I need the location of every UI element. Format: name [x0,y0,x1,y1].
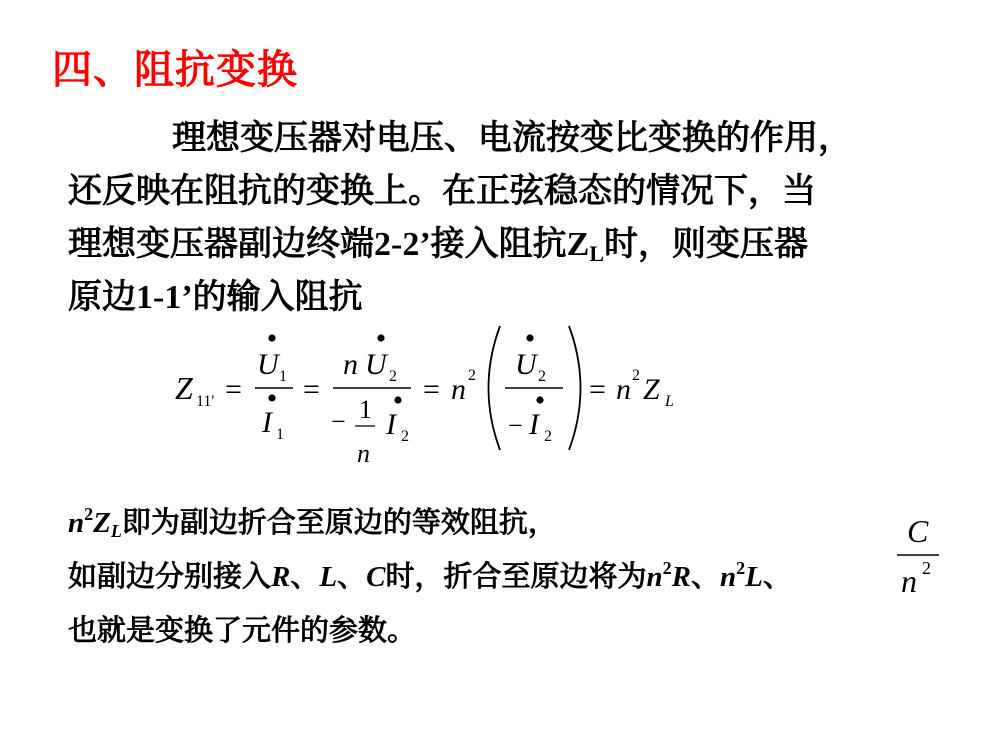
formula-n: n [343,348,358,381]
exponent: 2 [662,558,672,578]
note-n: n [68,507,85,539]
formula-n: n [357,439,370,468]
formula-subscript: 2 [538,368,546,385]
note-line-1 [68,500,557,542]
para-line-2: 还反映在阻抗的变换上。在正弦稳态的情况下，当 [68,171,816,211]
formula-z-subscript: 11' [196,393,215,410]
fraction-denominator: n [901,563,917,599]
left-paren [489,326,501,450]
formula-subscript: 2 [389,368,397,385]
formula-u: U [365,348,387,381]
formula-subscript: 1 [279,368,287,385]
phasor-dot [394,396,401,403]
note-text: 如副边分别接入 [68,559,272,593]
phasor-dot [268,334,275,341]
formula-i: I [262,406,272,439]
formula-equals: = [303,373,320,406]
fraction-exponent: 2 [922,558,931,578]
phasor-dot [377,334,384,341]
note-text: 时，折合至原边将为 [385,559,647,593]
formula-subscript: 1 [276,426,284,443]
symbol-l: L [319,561,338,593]
load-impedance-subscript: L [589,241,605,266]
para-line-4 [68,271,948,324]
exponent: 2 [736,558,746,578]
phasor-dot [536,396,543,403]
note-exponent: 2 [84,504,94,524]
load-impedance-symbol: Z [566,226,590,263]
phasor-dot [268,394,275,401]
intro-paragraph [68,112,948,324]
separator: 、 [337,559,367,593]
formula-z: Z [643,373,660,406]
separator: 、 [290,559,320,593]
para-text: 理想变压器副边终端 [68,224,374,264]
section-title: 四、阻抗变换 [52,47,298,93]
capacitance-fraction [895,508,955,600]
symbol-n: n [646,561,663,593]
fraction-numerator: C [907,513,929,549]
para-text: 原边 [68,277,136,317]
para-text: 的输入阻抗 [192,277,363,317]
formula-u: U [257,348,279,381]
formula-equals: = [423,373,440,406]
formula-z: Z [175,370,193,406]
note-z: Z [93,507,111,539]
para-text: 时，则变压器 [604,224,809,264]
para-line-1: 理想变压器对电压、电流按变比变换的作用， [172,118,852,158]
phasor-dot [526,334,533,341]
separator: 、 [762,559,792,593]
symbol-r: R [271,561,291,593]
formula-exponent: 2 [468,367,476,384]
formula-n: n [616,373,631,406]
formula-n: n [451,373,466,406]
right-paren [569,326,581,450]
impedance-transform-formula [165,318,705,478]
formula-subscript: 2 [401,428,409,445]
separator: 、 [690,559,720,593]
port-label-2-2: 2-2’ [374,226,431,263]
symbol-c: C [366,561,386,593]
note-line-3: 也就是变换了元件的参数。 [68,613,417,647]
symbol-r: R [671,561,691,593]
formula-i: I [386,408,396,441]
formula-u: U [515,348,537,381]
para-text: 接入阻抗 [430,224,567,264]
para-line-3 [68,218,948,271]
port-label-1-1: 1-1’ [136,279,193,316]
symbol-n: n [719,561,737,593]
note-z-subscript: L [110,521,122,541]
symbol-l: L [745,561,763,593]
formula-minus: − [508,411,523,440]
formula-subscript: 2 [544,428,552,445]
formula-exponent: 2 [632,367,640,384]
formula-subscript: L [665,393,674,410]
formula-one: 1 [359,395,372,424]
formula-i: I [529,408,539,441]
formula-equals: = [225,373,242,406]
note-text: 即为副边折合至原边的等效阻抗， [121,505,557,539]
formula-minus: − [331,407,346,436]
note-line-2 [68,554,792,595]
formula-equals: = [589,373,606,406]
